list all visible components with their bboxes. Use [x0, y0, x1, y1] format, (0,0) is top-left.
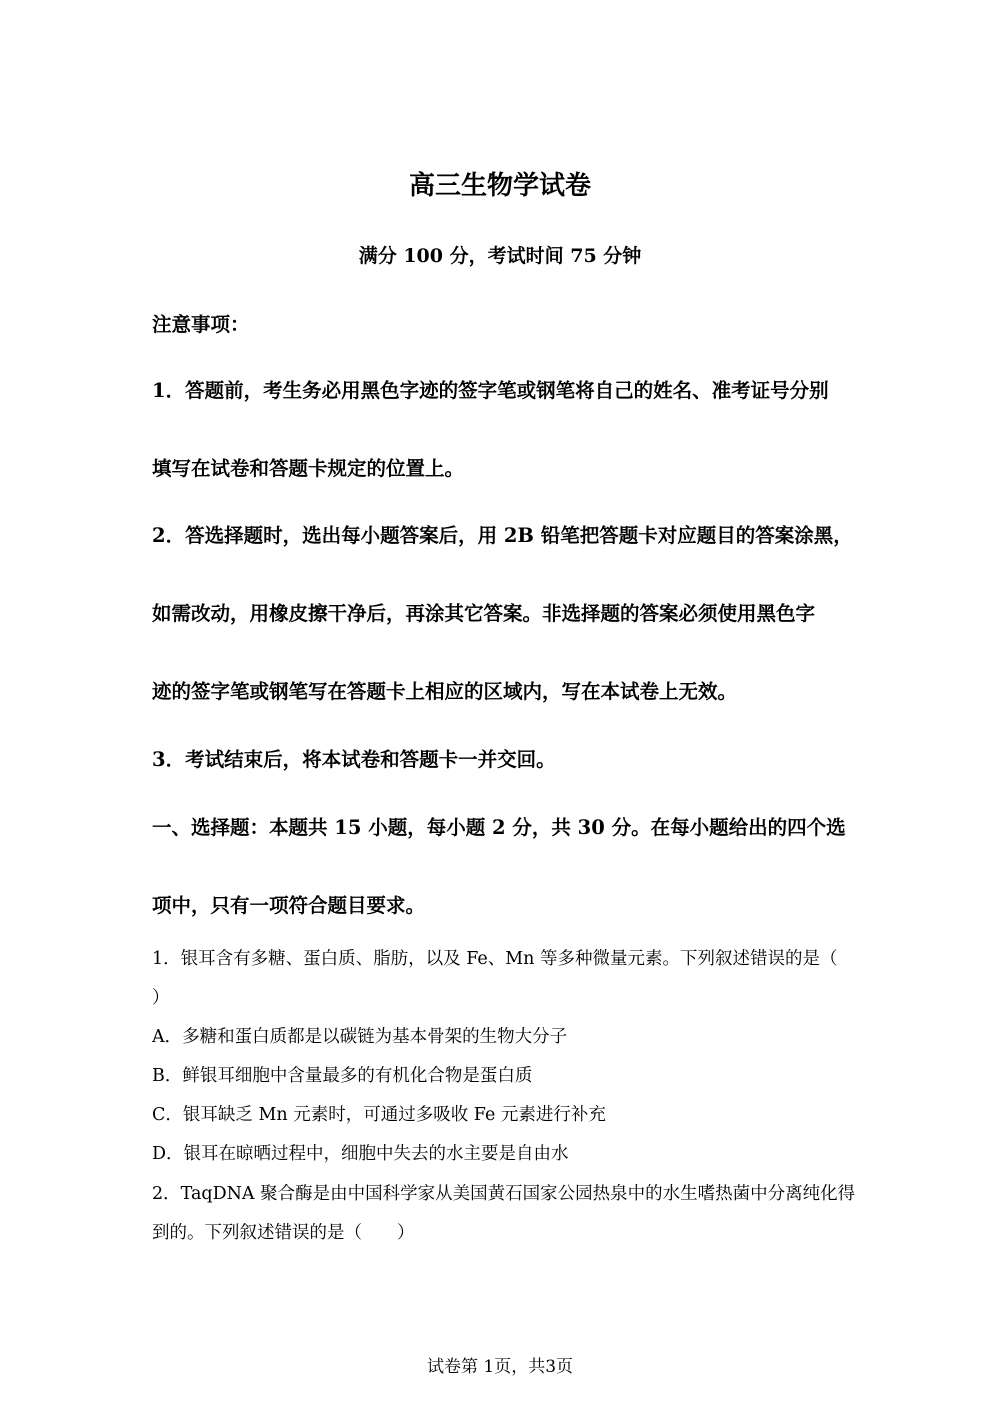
question-2-stem-line-1: 2．TaqDNA 聚合酶是由中国科学家从美国黄石国家公园热泉中的水生嗜热菌中分离纯化得 [152, 1184, 856, 1204]
page-footer: 试卷第 1页，共3页 [426, 1357, 574, 1377]
page-title: 高三生物学试卷 [408, 171, 591, 201]
section-1-heading-line-1: 一、选择题：本题共 15 小题，每小题 2 分，共 30 分。在每小题给出的四个选 [152, 816, 846, 839]
notice-2-line-2: 如需改动，用橡皮擦干净后，再涂其它答案。非选择题的答案必须使用黑色字 [152, 602, 816, 625]
question-1-option-b: B．鲜银耳细胞中含量最多的有机化合物是蛋白质 [152, 1066, 533, 1086]
question-1-option-d: D．银耳在晾晒过程中，细胞中失去的水主要是自由水 [152, 1144, 569, 1164]
notice-1-line-1: 1．答题前，考生务必用黑色字迹的签字笔或钢笔将自己的姓名、准考证号分别 [152, 379, 829, 402]
notice-2-line-3: 迹的签字笔或钢笔写在答题卡上相应的区域内，写在本试卷上无效。 [152, 680, 738, 703]
exam-info: 满分 100 分，考试时间 75 分钟 [358, 245, 642, 267]
section-1-heading-line-2: 项中，只有一项符合题目要求。 [152, 894, 426, 917]
notice-3: 3．考试结束后，将本试卷和答题卡一并交回。 [152, 748, 556, 771]
question-2-stem-line-2: 到的。下列叙述错误的是（ ） [152, 1223, 415, 1243]
question-1-option-c: C．银耳缺乏 Mn 元素时，可通过多吸收 Fe 元素进行补充 [152, 1105, 606, 1125]
notice-2-line-1: 2．答选择题时，选出每小题答案后，用 2B 铅笔把答题卡对应题目的答案涂黑， [152, 524, 853, 547]
notice-1-line-2: 填写在试卷和答题卡规定的位置上。 [152, 457, 465, 480]
question-1-stem-line-1: 1．银耳含有多糖、蛋白质、脂肪，以及 Fe、Mn 等多种微量元素。下列叙述错误的是（ [152, 949, 838, 969]
question-1-option-a: A．多糖和蛋白质都是以碳链为基本骨架的生物大分子 [152, 1027, 568, 1047]
notice-heading: 注意事项： [152, 313, 250, 336]
question-1-stem-line-2: ） [152, 988, 170, 1008]
